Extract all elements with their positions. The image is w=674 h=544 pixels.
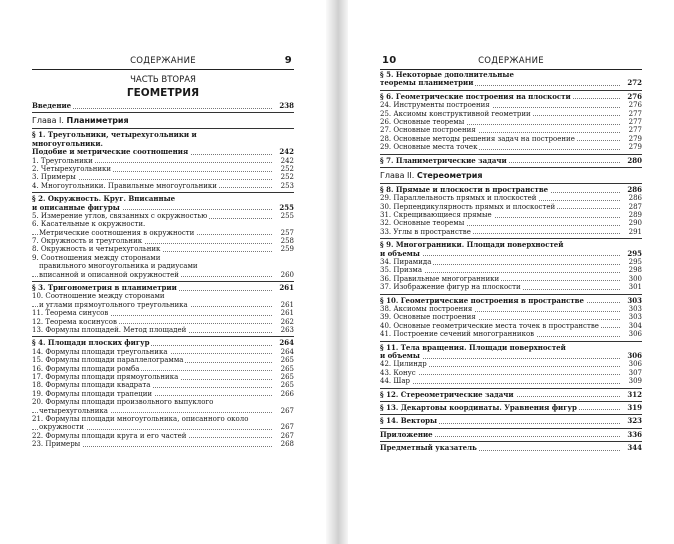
toc-entry-page: 295	[627, 249, 642, 258]
chapter-heading	[32, 115, 294, 126]
toc-entry-page: 323	[627, 417, 642, 426]
toc-entry-page: 260	[280, 270, 294, 279]
section-divider	[380, 183, 642, 184]
toc-entry-label: 2. Четырехугольники	[32, 164, 112, 173]
toc-entry[interactable]	[380, 322, 642, 330]
toc-entry-page: 277	[628, 126, 642, 135]
toc-entry-label: правильного многоугольника и радиусами	[39, 262, 198, 271]
section-divider	[380, 401, 642, 402]
toc-entry-page: 252	[280, 173, 294, 182]
toc-entry[interactable]	[380, 250, 642, 258]
toc-entry-label: 44. Шар	[380, 377, 410, 386]
toc-entry[interactable]	[380, 305, 642, 313]
right-header-rule	[380, 69, 642, 70]
toc-entry-intro[interactable]	[32, 102, 294, 110]
toc-entry[interactable]	[380, 360, 642, 368]
toc-entry-page: 309	[628, 377, 642, 386]
toc-entry-label: 20. Формулы площади произвольного выпуклого	[32, 398, 214, 407]
toc-entry-label: 11. Теорема синусов	[32, 309, 109, 318]
toc-entry[interactable]	[380, 101, 642, 109]
section-divider	[380, 388, 642, 389]
toc-entry[interactable]	[32, 407, 294, 415]
toc-entry-label: 7. Окружность и треугольник	[32, 237, 143, 246]
toc-entry[interactable]	[32, 182, 294, 190]
chapter-prefix: Глава II.	[380, 170, 415, 180]
toc-entry-page: 266	[280, 389, 294, 398]
toc-entry[interactable]	[32, 373, 294, 381]
toc-entry-label: 34. Пирамида	[380, 258, 432, 267]
chapter-heading	[380, 170, 642, 181]
toc-entry[interactable]	[32, 284, 294, 292]
toc-entry-label: § 5. Некоторые дополнительные	[380, 71, 514, 79]
section-divider	[380, 294, 642, 295]
toc-entry-page: 280	[627, 156, 642, 165]
toc-entry-label: 40. Основные геометрические места точек в пространстве	[380, 321, 599, 330]
toc-entry-page: 267	[280, 431, 294, 440]
toc-entry-label: § 9. Многогранники. Площади поверхностей	[380, 241, 564, 250]
chapter-prefix: Глава I.	[32, 116, 64, 126]
toc-entry[interactable]	[380, 352, 642, 360]
toc-entry-page: 264	[280, 347, 294, 356]
toc-entry-label: четырехугольника	[39, 406, 108, 415]
toc-entry-label: 29. Параллельность прямых и плоскостей	[380, 194, 537, 203]
left-toc	[32, 102, 294, 448]
toc-entry[interactable]	[32, 309, 294, 317]
toc-entry[interactable]	[32, 339, 294, 347]
right-page	[348, 0, 674, 544]
toc-entry-label: 12. Теорема косинусов	[32, 317, 117, 326]
toc-entry-page: 258	[280, 237, 294, 246]
toc-entry-page: 257	[280, 228, 294, 237]
toc-entry-page: 290	[628, 219, 642, 228]
toc-entry-page: 276	[627, 92, 642, 101]
section-divider	[32, 112, 294, 113]
toc-entry-label: § 6. Геометрические построения на плоскости	[380, 92, 571, 101]
toc-entry-label: § 12. Стереометрические задачи	[380, 390, 514, 399]
toc-entry-label: 5. Измерение углов, связанных с окружностью	[32, 211, 208, 220]
toc-entry[interactable]	[380, 377, 642, 385]
toc-entry[interactable]	[380, 344, 642, 352]
toc-entry-label: Введение	[32, 102, 72, 110]
toc-entry[interactable]	[32, 220, 294, 228]
toc-entry[interactable]	[380, 79, 642, 87]
section-divider	[32, 336, 294, 337]
right-toc	[380, 71, 642, 452]
toc-entry-label: 8. Окружность и четырехугольник	[32, 245, 161, 254]
toc-entry-page: 279	[628, 134, 642, 143]
left-page	[0, 0, 326, 544]
toc-entry-label: 32. Основные теоремы	[380, 219, 465, 228]
toc-entry-label: § 13. Декартовы координаты. Уравнения фигур	[380, 403, 577, 412]
toc-entry-page: 307	[628, 368, 642, 377]
toc-entry[interactable]	[32, 356, 294, 364]
toc-entry-label: § 2. Окружность. Круг. Вписанные	[32, 195, 176, 204]
toc-entry-label: окружности	[39, 423, 84, 432]
section-divider	[380, 90, 642, 91]
toc-entry-label: 6. Касательные к окружности.	[32, 220, 146, 229]
toc-entry[interactable]	[32, 131, 294, 139]
toc-entry[interactable]	[380, 258, 642, 266]
toc-entry[interactable]	[32, 148, 294, 156]
toc-entry[interactable]	[32, 165, 294, 173]
left-running-head	[32, 56, 294, 68]
toc-entry-page: 303	[628, 313, 642, 322]
toc-entry-label: 3. Примеры	[32, 173, 76, 182]
toc-entry-label: 4. Многоугольники. Правильные многоугольники	[32, 181, 217, 190]
toc-entry-label: многоугольники.	[32, 139, 103, 148]
toc-entry[interactable]	[380, 369, 642, 377]
chapter-name: Стереометрия	[416, 170, 483, 180]
toc-entry-label: и объемы	[380, 249, 420, 258]
toc-entry-page: 265	[280, 356, 294, 365]
toc-entry-page: 265	[280, 364, 294, 373]
toc-entry-page: 264	[279, 339, 294, 348]
toc-entry-page: 276	[628, 101, 642, 110]
toc-entry-label: § 8. Прямые и плоскости в пространстве	[380, 185, 549, 194]
section-divider	[380, 238, 642, 239]
toc-entry-page: 306	[628, 360, 642, 369]
toc-entry[interactable]	[380, 431, 642, 439]
toc-entry[interactable]	[380, 126, 642, 134]
section-divider	[32, 192, 294, 193]
toc-entry[interactable]	[32, 292, 294, 300]
toc-entry-page: 259	[280, 245, 294, 254]
toc-entry-label: 18. Формулы площади квадрата	[32, 381, 151, 390]
toc-entry[interactable]	[32, 398, 294, 406]
toc-entry-label: 38. Аксиомы построения	[380, 304, 473, 313]
toc-entry-page: 263	[280, 325, 294, 334]
toc-entry[interactable]	[380, 241, 642, 249]
book-gutter	[326, 0, 348, 544]
toc-entry-page: 277	[628, 117, 642, 126]
toc-entry-label: 31. Скрещивающиеся прямые	[380, 211, 492, 220]
toc-entry-label: 13. Формулы площадей. Метод площадей	[32, 325, 187, 334]
toc-entry[interactable]	[32, 326, 294, 334]
left-sections	[32, 128, 294, 448]
toc-entry-label: 43. Конус	[380, 368, 416, 377]
toc-entry-page: 267	[280, 423, 294, 432]
toc-entry-page: 336	[627, 430, 642, 439]
toc-entry-label: 30. Перпендикулярность прямых и плоскостей	[380, 202, 556, 211]
section-divider	[380, 428, 642, 429]
toc-entry[interactable]	[380, 297, 642, 305]
toc-entry-page: 279	[628, 143, 642, 152]
toc-entry-page: 261	[280, 309, 294, 318]
left-page-number: 9	[284, 55, 292, 66]
toc-entry-page: 344	[627, 444, 642, 453]
toc-entry-page: 303	[628, 304, 642, 313]
toc-entry[interactable]	[380, 283, 642, 291]
toc-entry[interactable]	[32, 204, 294, 212]
toc-entry-page: 242	[279, 148, 294, 157]
toc-entry-label: 39. Основные построения	[380, 313, 476, 322]
toc-entry[interactable]	[380, 194, 642, 202]
toc-entry[interactable]	[380, 275, 642, 283]
toc-entry[interactable]	[380, 219, 642, 227]
toc-entry-page: 255	[280, 211, 294, 220]
toc-entry-label: 28. Основные методы решения задач на построение	[380, 134, 575, 143]
right-page-number: 10	[382, 55, 397, 66]
toc-entry[interactable]	[32, 212, 294, 220]
toc-entry-page: 252	[280, 164, 294, 173]
toc-entry-page: 298	[628, 266, 642, 275]
right-header-title: СОДЕРЖАНИЕ	[478, 56, 544, 66]
toc-entry-label: 36. Правильные многогранники	[380, 274, 500, 283]
toc-entry-label: 10. Соотношение между сторонами	[32, 292, 165, 301]
toc-entry-page: 267	[280, 406, 294, 415]
toc-entry-page: 262	[280, 317, 294, 326]
toc-entry-label: 37. Изображение фигур на плоскости	[380, 283, 521, 292]
toc-entry-label: 42. Цилиндр	[380, 360, 427, 369]
toc-entry-page: 277	[628, 109, 642, 118]
toc-entry-page: 261	[280, 300, 294, 309]
toc-entry-page: 289	[628, 211, 642, 220]
toc-entry[interactable]	[32, 390, 294, 398]
toc-entry-page: 306	[627, 351, 642, 360]
toc-entry-page: 242	[280, 156, 294, 165]
section-divider	[380, 154, 642, 155]
toc-entry[interactable]	[380, 110, 642, 118]
leader-dots	[380, 383, 620, 384]
toc-entry[interactable]	[380, 186, 642, 194]
section-divider	[380, 341, 642, 342]
toc-entry-label: 25. Аксиомы конструктивной геометрии	[380, 109, 531, 118]
toc-entry[interactable]	[380, 330, 642, 338]
toc-entry[interactable]	[380, 404, 642, 412]
toc-entry-label: 1. Треугольники	[32, 156, 93, 165]
toc-entry-label: 14. Формулы площади треугольника	[32, 347, 168, 356]
right-running-head	[380, 56, 642, 68]
toc-entry-page: 306	[628, 330, 642, 339]
toc-entry-page: 265	[280, 381, 294, 390]
section-divider	[32, 281, 294, 282]
chapter-name: Планиметрия	[66, 116, 129, 126]
toc-entry-label: 27. Основные построения	[380, 126, 476, 135]
toc-entry[interactable]	[32, 415, 294, 423]
toc-entry-label: § 1. Треугольники, четырехугольники и	[32, 131, 197, 140]
toc-entry-page: 304	[628, 321, 642, 330]
toc-entry[interactable]	[380, 143, 642, 151]
toc-entry-label: Подобие и метрические соотношения	[32, 148, 189, 157]
toc-entry[interactable]	[32, 432, 294, 440]
toc-entry-page: 286	[627, 185, 642, 194]
toc-entry[interactable]	[380, 417, 642, 425]
toc-entry-label: 17. Формулы площади прямоугольника	[32, 372, 179, 381]
toc-entry-label: 9. Соотношения между сторонами	[32, 253, 161, 262]
toc-entry-label: 33. Углы в пространстве	[380, 227, 471, 236]
toc-entry[interactable]	[32, 173, 294, 181]
toc-entry-label: 21. Формулы площади многоугольника, описанного около	[32, 414, 249, 423]
toc-entry-page: 312	[627, 390, 642, 399]
right-sections-bottom	[380, 183, 642, 453]
left-header-rule	[32, 69, 294, 70]
toc-entry-label: 19. Формулы площади трапеции	[32, 389, 153, 398]
part-title: ГЕОМЕТРИЯ	[126, 87, 200, 99]
toc-entry-page: 286	[628, 194, 642, 203]
toc-entry-page: 303	[627, 296, 642, 305]
toc-entry-label: § 7. Планиметрические задачи	[380, 156, 507, 165]
toc-entry-page: 301	[628, 283, 642, 292]
toc-entry-label: 22. Формулы площади круга и его частей	[32, 431, 187, 440]
toc-entry[interactable]	[32, 381, 294, 389]
toc-entry[interactable]	[32, 157, 294, 165]
toc-entry-page: 287	[628, 202, 642, 211]
toc-entry[interactable]	[380, 313, 642, 321]
section-divider	[380, 414, 642, 415]
toc-entry-label: теоремы планиметрии	[380, 79, 474, 88]
toc-entry[interactable]	[32, 262, 294, 270]
toc-entry-page: 253	[280, 181, 294, 190]
toc-entry-page: 319	[627, 403, 642, 412]
toc-entry-label: Предметный указатель	[380, 444, 477, 453]
toc-entry[interactable]	[380, 203, 642, 211]
toc-entry[interactable]	[32, 195, 294, 203]
toc-entry[interactable]	[32, 301, 294, 309]
toc-entry[interactable]	[32, 423, 294, 431]
right-sections-top	[380, 71, 642, 165]
toc-entry-page: 268	[280, 440, 294, 449]
toc-entry[interactable]	[32, 365, 294, 373]
toc-entry-label: 23. Примеры	[32, 440, 81, 449]
toc-entry[interactable]	[32, 271, 294, 279]
toc-entry-label: 41. Построение сечений многогранников	[380, 330, 535, 339]
toc-entry-label: § 11. Тела вращения. Площади поверхностей	[380, 343, 566, 352]
toc-entry-page: 238	[279, 102, 294, 110]
toc-entry-page: 261	[279, 284, 294, 293]
toc-entry-label: 24. Инструменты построения	[380, 101, 490, 110]
toc-entry-label: и объемы	[380, 351, 420, 360]
toc-entry[interactable]	[380, 135, 642, 143]
toc-entry-label: 16. Формулы площади ромба	[32, 364, 140, 373]
toc-entry-page: 300	[628, 274, 642, 283]
section-divider	[380, 441, 642, 442]
toc-entry[interactable]	[380, 118, 642, 126]
toc-entry-label: 35. Призма	[380, 266, 423, 275]
toc-entry-label: Приложение	[380, 430, 433, 439]
toc-entry[interactable]	[380, 444, 642, 452]
toc-entry-label: Метрические соотношения в окружности	[39, 228, 195, 237]
toc-entry[interactable]	[380, 71, 642, 79]
toc-entry-page: 265	[280, 372, 294, 381]
toc-entry[interactable]	[32, 348, 294, 356]
toc-entry[interactable]	[32, 140, 294, 148]
toc-entry-label: § 4. Площади плоских фигур	[32, 339, 150, 348]
toc-entry[interactable]	[380, 211, 642, 219]
part-label: ЧАСТЬ ВТОРАЯ	[130, 75, 196, 85]
toc-entry[interactable]	[380, 266, 642, 274]
left-header-title: СОДЕРЖАНИЕ	[130, 56, 196, 66]
toc-entry-label: § 14. Векторы	[380, 417, 438, 426]
toc-entry-page: 272	[627, 79, 642, 88]
toc-entry[interactable]	[32, 254, 294, 262]
toc-entry-label: § 3. Тригонометрия в планиметрии	[32, 284, 177, 293]
toc-entry-label: и описанные фигуры	[32, 203, 120, 212]
toc-entry-page: 291	[628, 227, 642, 236]
toc-entry[interactable]	[32, 237, 294, 245]
section-divider	[380, 167, 642, 168]
toc-entry-page: 255	[279, 203, 294, 212]
toc-entry-page: 295	[628, 258, 642, 267]
toc-entry[interactable]	[32, 318, 294, 326]
toc-entry-label: 29. Основные места точек	[380, 143, 478, 152]
toc-entry[interactable]	[32, 229, 294, 237]
toc-entry[interactable]	[32, 440, 294, 448]
toc-entry-label: 15. Формулы площади параллелограмма	[32, 356, 184, 365]
toc-entry-label: 26. Основные теоремы	[380, 117, 465, 126]
toc-entry-label: вписанной и описанной окружностей	[39, 270, 179, 279]
toc-entry-label: и углами прямоугольного треугольника	[39, 300, 188, 309]
toc-entry[interactable]	[380, 391, 642, 399]
toc-entry-label: § 10. Геометрические построения в пространстве	[380, 296, 584, 305]
toc-entry[interactable]	[380, 93, 642, 101]
toc-entry[interactable]	[380, 157, 642, 165]
toc-entry[interactable]	[380, 228, 642, 236]
section-divider	[32, 128, 294, 129]
toc-entry[interactable]	[32, 245, 294, 253]
